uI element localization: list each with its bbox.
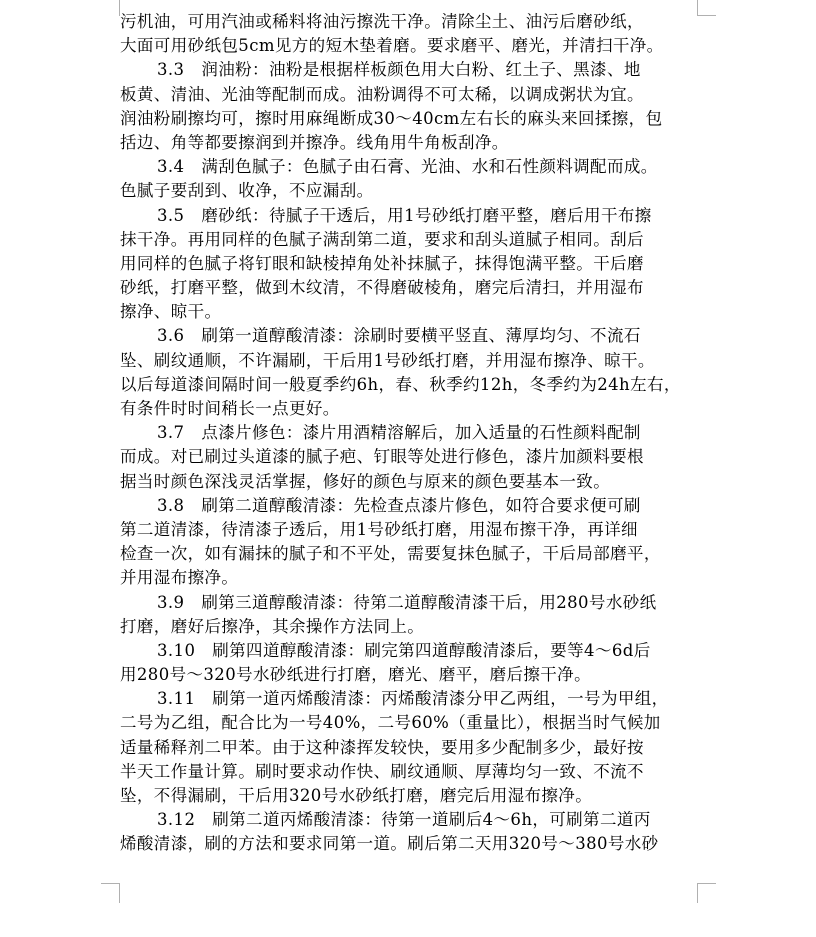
text-line: 污机油，可用汽油或稀料将油污擦洗干净。清除尘土、油污后磨砂纸， [120, 12, 644, 31]
text-line: 而成。对已刷过头道漆的腻子疤、钉眼等处进行修色，漆片加颜料要根 [120, 447, 644, 467]
text-line: 板黄、清油、光油等配制而成。油粉调得不可太稀，以调成粥状为宜。 [120, 84, 644, 104]
text-line: 润油粉刷擦均可，擦时用麻绳断成30～40cm左右长的麻头来回揉擦，包 [120, 108, 663, 128]
text-line: 烯酸清漆，刷的方法和要求同第一道。刷后第二天用320号～380号水砂 [120, 834, 659, 854]
text-line: 二号为乙组，配合比为一号40%，二号60%（重量比），根据当时气候加 [120, 713, 661, 733]
text-line: 3.11 刷第一道丙烯酸清漆：丙烯酸清漆分甲乙两组，一号为甲组， [157, 689, 669, 709]
text-line: 据当时颜色深浅灵活掌握，修好的颜色与原来的颜色要基本一致。 [120, 471, 611, 491]
text-line: 打磨，磨好后擦净，其余操作方法同上。 [120, 616, 425, 636]
text-line: 3.12 刷第二道丙烯酸清漆：待第一道刷后4～6h，可刷第二道丙 [157, 810, 651, 830]
text-line: 3.5 磨砂纸：待腻子干透后，用1号砂纸打磨平整，磨后用干布擦 [157, 205, 652, 225]
text-line: 坠，不得漏刷，干后用320号水砂纸打磨，磨完后用湿布擦净。 [120, 786, 593, 805]
text-line: 用同样的色腻子将钉眼和缺棱掉角处补抹腻子，抹得饱满平整。干后磨 [120, 253, 644, 273]
crop-mark-bottom-left-horizontal [101, 883, 119, 884]
text-line: 检查一次，如有漏抹的腻子和不平处，需要复抹色腻子，干后局部磨平， [120, 544, 661, 564]
text-line: 3.10 刷第四道醇酸清漆：刷完第四道醇酸清漆后，要等4～6d后 [157, 640, 651, 660]
text-line: 砂纸，打磨平整，做到木纹清，不得磨破棱角，磨完后清扫，并用湿布 [120, 278, 644, 298]
crop-mark-bottom-right-vertical [697, 883, 698, 903]
text-line: 以后每道漆间隔时间一般夏季约6h，春、秋季约12h，冬季约为24h左右， [120, 374, 681, 394]
text-line: 3.9 刷第三道醇酸清漆：待第二道醇酸清漆干后，用280号水砂纸 [157, 592, 657, 612]
crop-mark-bottom-left-vertical [119, 883, 120, 903]
text-line: 并用湿布擦净。 [120, 568, 239, 588]
crop-mark-top-right-horizontal [698, 15, 716, 16]
text-line: 色腻子要刮到、收净，不应漏刮。 [120, 181, 374, 201]
crop-mark-bottom-right-horizontal [698, 883, 716, 884]
text-line: 擦净、晾干。 [120, 302, 222, 322]
text-line: 抹干净。再用同样的色腻子满刮第二道，要求和刮头道腻子相同。刮后 [120, 229, 644, 249]
text-line: 3.6 刷第一道醇酸清漆：涂刷时要横平竖直、薄厚均匀、不流石 [157, 326, 641, 346]
text-line: 大面可用砂纸包5cm见方的短木垫着磨。要求磨平、磨光，并清扫干净。 [120, 36, 664, 56]
text-line: 用280号～320号水砂纸进行打磨，磨光、磨平，磨后擦干净。 [120, 665, 591, 685]
document-body [120, 10, 698, 857]
text-line: 3.8 刷第二道醇酸清漆：先检查点漆片修色，如符合要求便可刷 [157, 495, 641, 515]
text-line: 有条件时时间稍长一点更好。 [120, 399, 340, 418]
text-line: 3.7 点漆片修色：漆片用酒精溶解后，加入适量的石性颜料配制 [157, 423, 641, 443]
text-line: 3.3 润油粉：油粉是根据样板颜色用大白粉、红土子、黑漆、地 [157, 60, 641, 80]
text-line: 半天工作量计算。刷时要求动作快、刷纹通顺、厚薄均匀一致、不流不 [120, 761, 644, 781]
text-line: 适量稀释剂二甲苯。由于这种漆挥发较快，要用多少配制多少，最好按 [120, 737, 644, 757]
text-line: 第二道清漆，待清漆子透后，用1号砂纸打磨，用湿布擦干净，再详细 [120, 519, 638, 539]
text-line: 坠、刷纹通顺，不许漏刷，干后用1号砂纸打磨，并用湿布擦净、晾干。 [120, 350, 655, 370]
text-line: 括边、角等都要擦润到并擦净。线角用牛角板刮净。 [120, 132, 509, 152]
text-line: 3.4 满刮色腻子：色腻子由石膏、光油、水和石性颜料调配而成。 [157, 157, 658, 177]
